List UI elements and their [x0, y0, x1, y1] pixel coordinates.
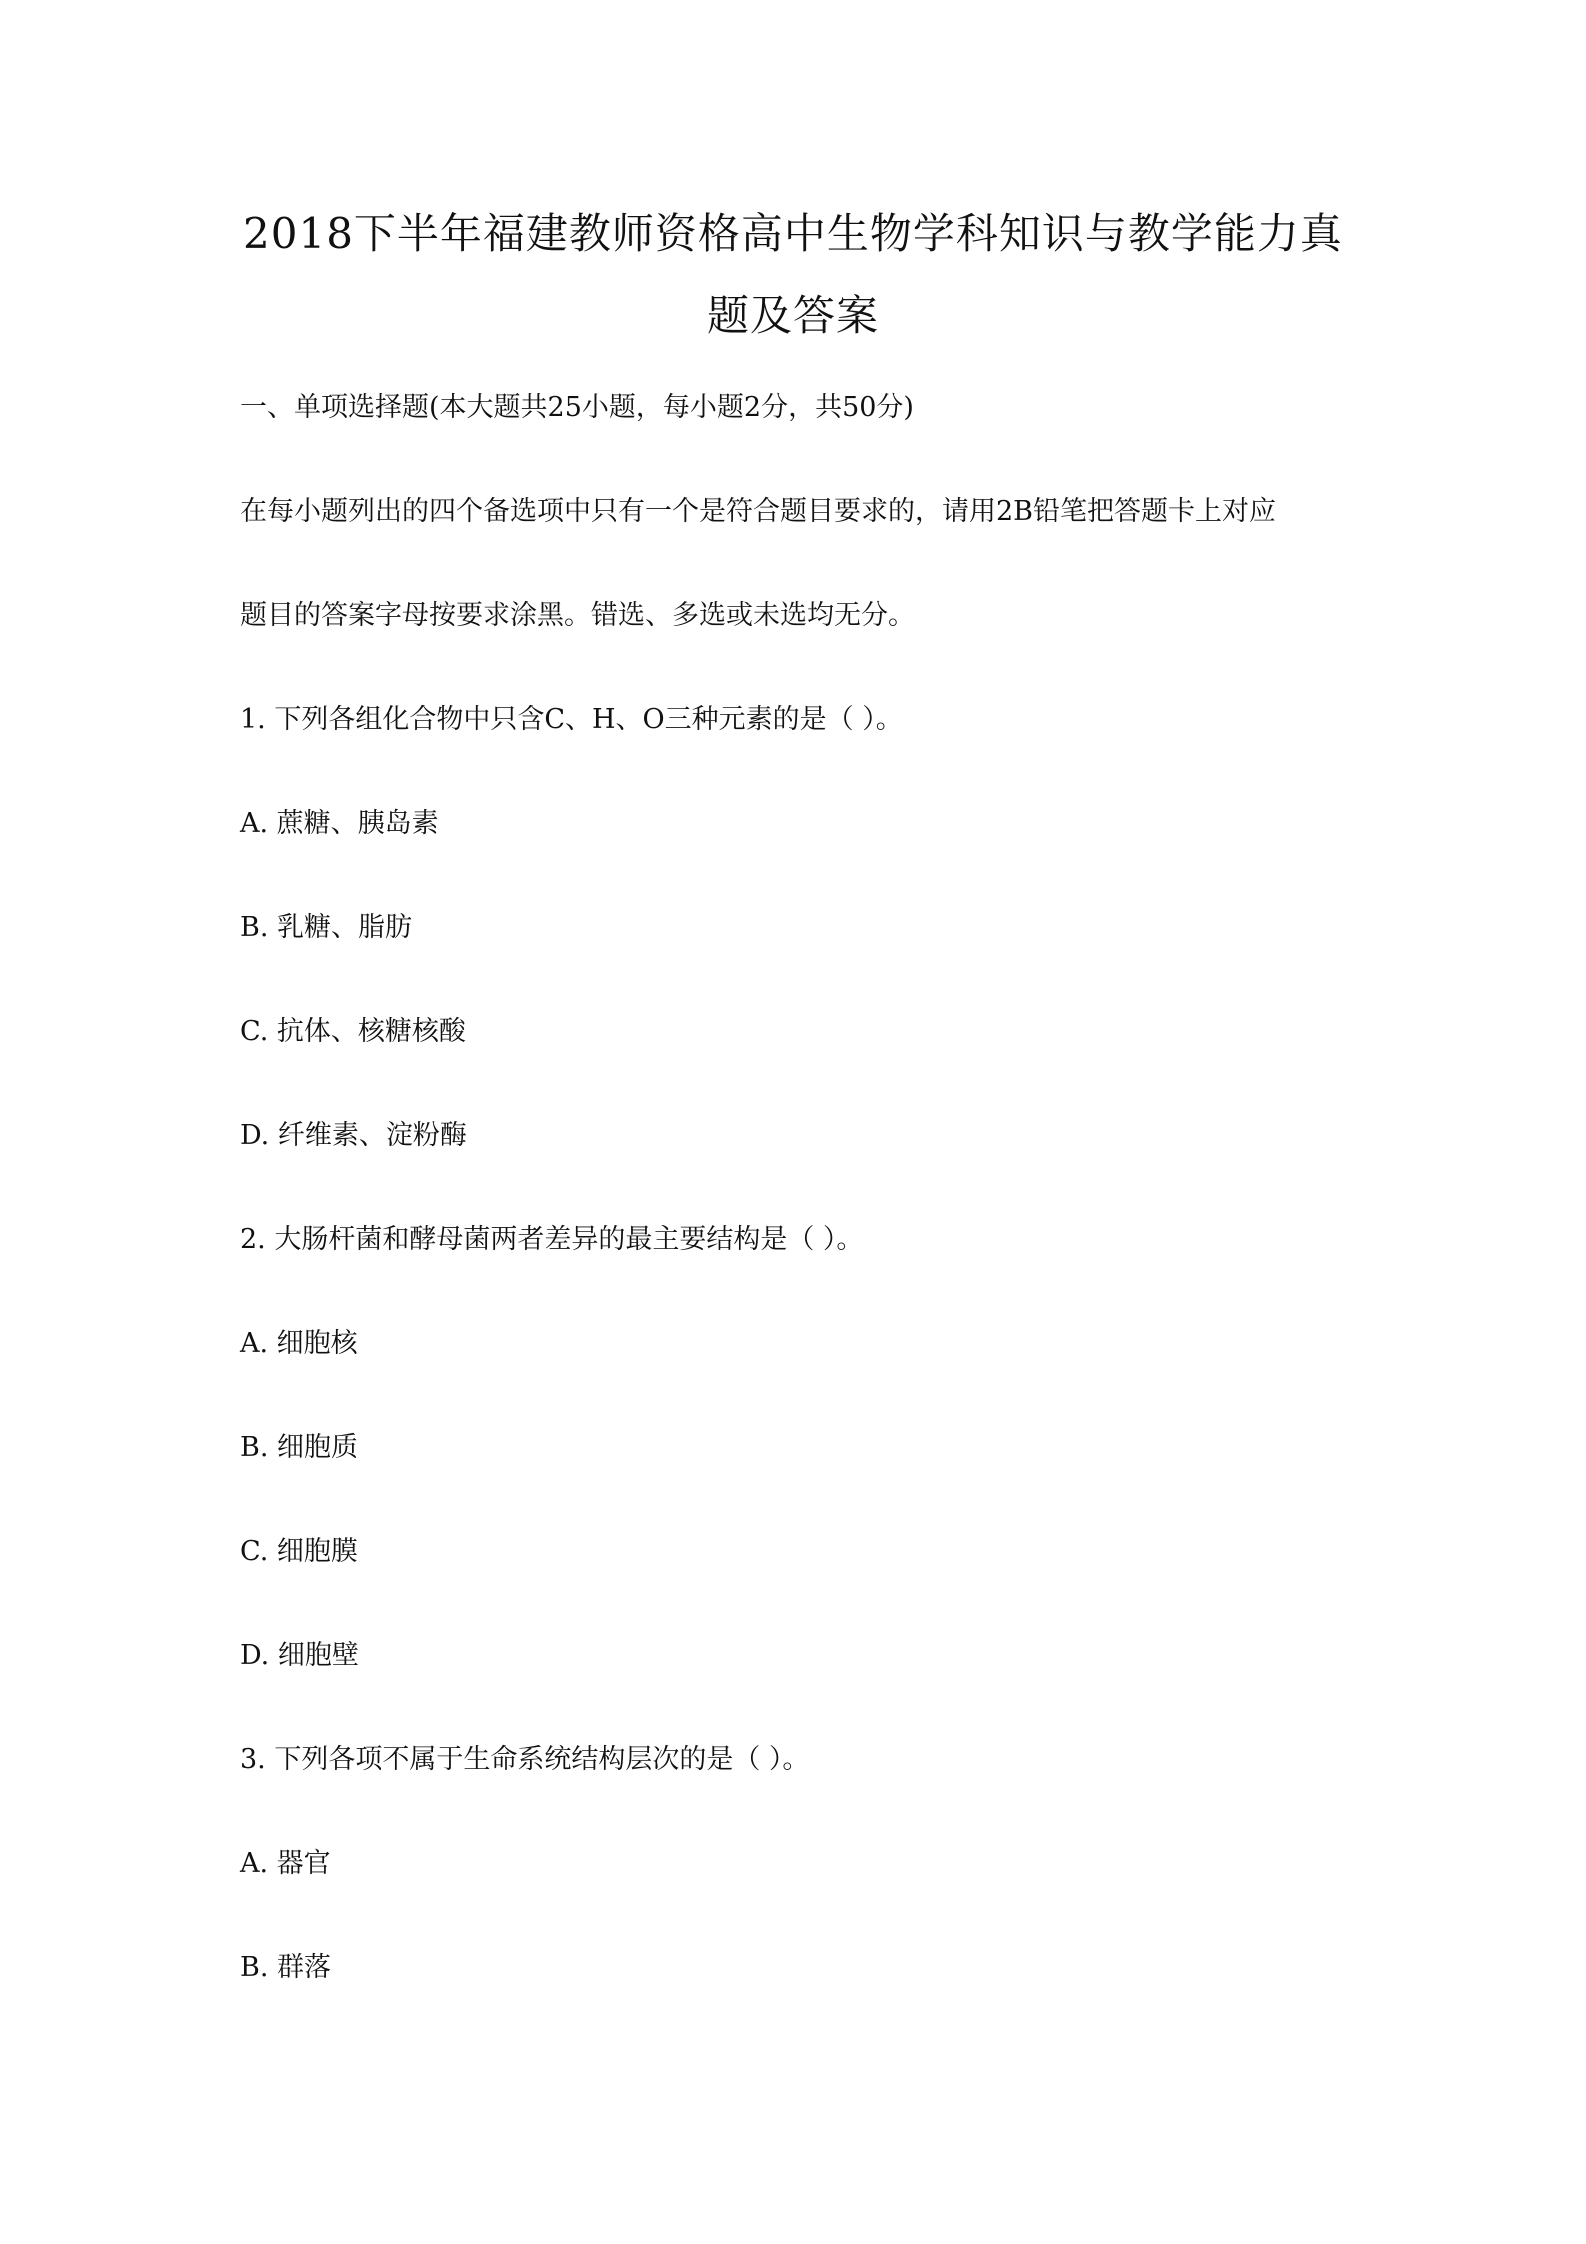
question-1-option-c: C. 抗体、核糖核酸 — [240, 1016, 466, 1047]
instructions-line-1: 在每小题列出的四个备选项中只有一个是符合题目要求的，请用2B铅笔把答题卡上对应 — [240, 496, 1277, 527]
question-1-stem: 1. 下列各组化合物中只含C、H、O三种元素的是（ ）。 — [240, 704, 903, 735]
question-3-option-a: A. 器官 — [240, 1848, 331, 1879]
question-1-option-b: B. 乳糖、脂肪 — [240, 912, 413, 943]
question-3-stem: 3. 下列各项不属于生命系统结构层次的是（ ）。 — [240, 1744, 810, 1775]
question-2-option-a: A. 细胞核 — [240, 1328, 358, 1359]
instructions-line-2: 题目的答案字母按要求涂黑。错选、多选或未选均无分。 — [240, 600, 915, 631]
document-title-line-2: 题及答案 — [706, 291, 879, 340]
section-heading: 一、单项选择题(本大题共25小题，每小题2分，共50分) — [240, 392, 914, 423]
question-2-option-d: D. 细胞壁 — [240, 1640, 359, 1671]
document-title-line-1: 2018下半年福建教师资格高中生物学科知识与教学能力真 — [243, 209, 1343, 258]
question-1-option-a: A. 蔗糖、胰岛素 — [240, 808, 439, 839]
question-3-option-b: B. 群落 — [240, 1952, 332, 1983]
question-2-stem: 2. 大肠杆菌和酵母菌两者差异的最主要结构是（ ）。 — [240, 1224, 864, 1255]
question-2-option-b: B. 细胞质 — [240, 1432, 359, 1463]
question-1-option-d: D. 纤维素、淀粉酶 — [240, 1120, 467, 1151]
question-2-option-c: C. 细胞膜 — [240, 1536, 358, 1567]
